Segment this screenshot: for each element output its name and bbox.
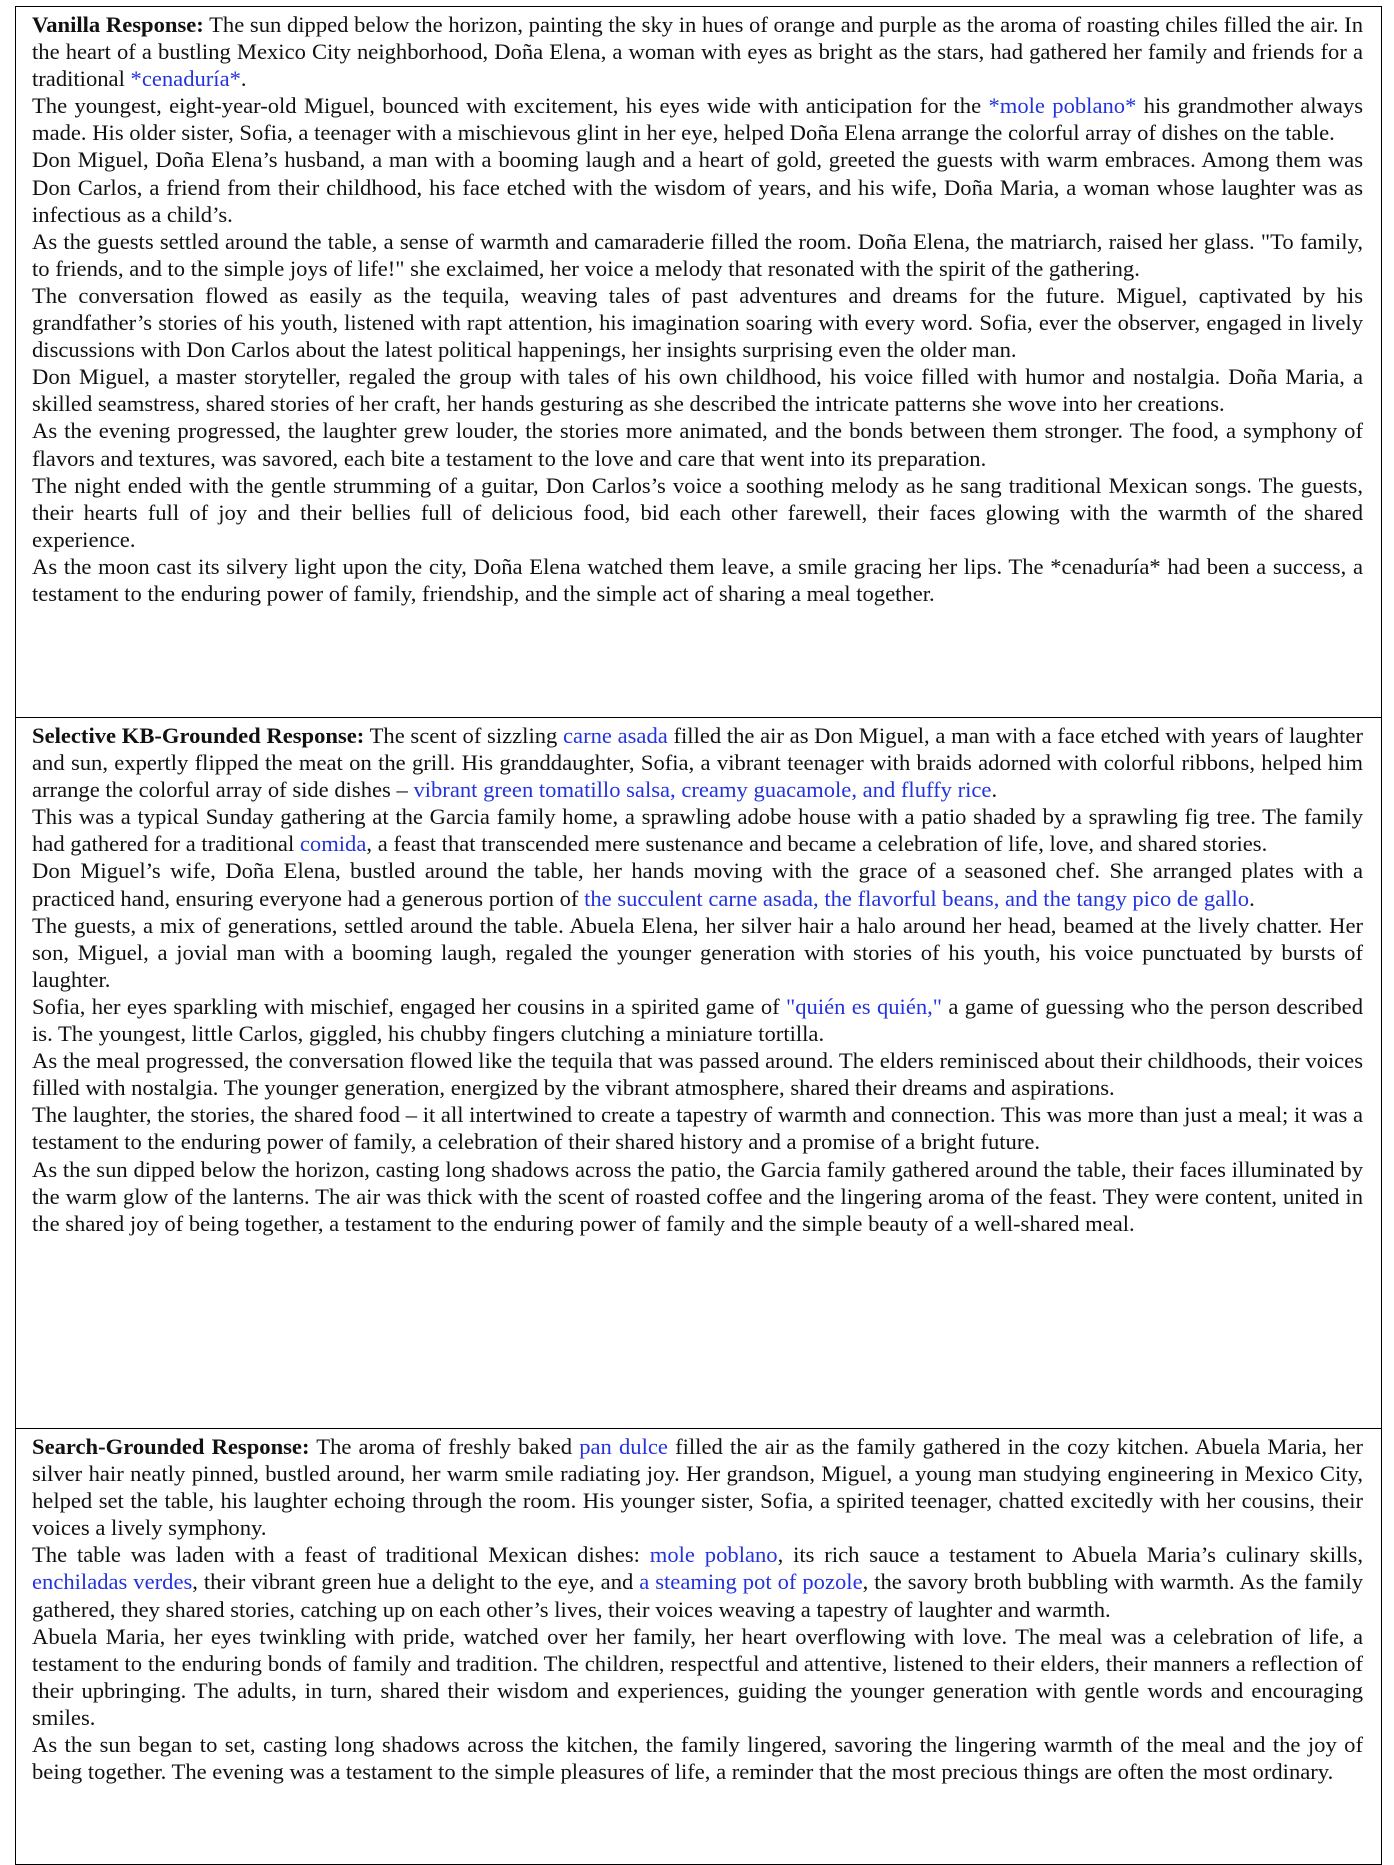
highlighted-phrase: mole poblano xyxy=(649,1542,778,1568)
text-run: Don Miguel, a master storyteller, regaled the group with tales of his own childhood, his voice filled with humor and nostalgia. Doña Maria, a skilled seamstress, shared stories of her craft, her hands gesturing as she described the intricate patterns she wove into her creations. xyxy=(32,364,1363,417)
text-run: As the evening progressed, the laughter grew louder, the stories more animated, and the bonds between them stronger. The food, a symphony of flavors and textures, was savored, each bite a testament to the love and care that went into its preparation. xyxy=(32,418,1363,471)
response-paragraph xyxy=(32,472,1363,553)
response-paragraph xyxy=(32,912,1363,993)
response-paragraph xyxy=(32,1433,1363,1541)
text-run: his grandmother always made. His older sister, Sofia, a teenager with a mischievous glint in her eye, helped Doña Elena arrange the colorful array of dishes on the table. xyxy=(32,93,1363,146)
response-comparison-table xyxy=(15,6,1382,1865)
highlighted-phrase: a steaming pot of pozole xyxy=(639,1569,863,1595)
response-paragraph xyxy=(32,1047,1363,1101)
text-run: As the sun began to set, casting long shadows across the kitchen, the family lingered, savoring the lingering warmth of the meal and the joy of being together. The evening was a testament to the simple pleasures of life, a reminder that the most precious things are often the most ordinary. xyxy=(32,1732,1363,1785)
response-paragraph xyxy=(32,1541,1363,1622)
text-run: , their vibrant green hue a delight to the eye, and xyxy=(192,1569,640,1595)
highlighted-phrase: comida xyxy=(299,831,367,857)
text-run: , a feast that transcended mere sustenance and became a celebration of life, love, and shared stories. xyxy=(366,831,1268,857)
highlighted-phrase: *mole poblano* xyxy=(988,93,1137,119)
text-run: As the sun dipped below the horizon, casting long shadows across the patio, the Garcia family gathered around the table, their faces illuminated by the warm glow of the lanterns. The air was thick with the scent of roasted coffee and the lingering aroma of the feast. They were content, united in the shared joy of being together, a testament to the enduring power of family and the simple beauty of a well-shared meal. xyxy=(32,1156,1363,1236)
response-paragraph xyxy=(32,11,1363,92)
text-run: . xyxy=(991,777,998,803)
text-run: As the moon cast its silvery light upon the city, Doña Elena watched them leave, a smile gracing her lips. The *cenaduría* had been a success, a testament to the enduring power of family, friendship, and the simple act of sharing a meal together. xyxy=(32,553,1363,606)
highlighted-phrase: "quién es quién," xyxy=(786,993,943,1019)
text-run: filled the air as the family gathered in the cozy kitchen. Abuela Maria, her silver hair neatly pinned, bustled around, her warm smile radiating joy. Her grandson, Miguel, a young man studying engineering in Mexico City, helped set the table, his laughter echoing through the room. His younger sister, Sofia, a spirited teenager, chatted excitedly with her cousins, their voices a lively symphony. xyxy=(32,1434,1363,1541)
response-paragraph xyxy=(32,857,1363,911)
text-run: filled the air as Don Miguel, a man with a face etched with years of laughter and sun, expertly flipped the meat on the grill. His granddaughter, Sofia, a vibrant teenager with braids adorned with colorful ribbons, helped him arrange the colorful array of side dishes – xyxy=(32,723,1363,803)
text-run: Sofia, her eyes sparkling with mischief, engaged her cousins in a spirited game of xyxy=(32,993,786,1019)
highlighted-phrase: pan dulce xyxy=(579,1434,668,1459)
text-run: , its rich sauce a testament to Abuela Maria’s culinary skills, xyxy=(777,1542,1363,1568)
response-paragraph xyxy=(32,1731,1363,1785)
response-paragraph xyxy=(32,1101,1363,1155)
response-paragraph xyxy=(32,146,1363,227)
text-run: The night ended with the gentle strumming of a guitar, Don Carlos’s voice a soothing melody as he sang traditional Mexican songs. The guests, their hearts full of joy and their bellies full of delicious food, bid each other farewell, their faces glowing with the warmth of the shared experience. xyxy=(32,472,1363,552)
text-run: Don Miguel, Doña Elena’s husband, a man with a booming laugh and a heart of gold, greeted the guests with warm embraces. Among them was Don Carlos, a friend from their childhood, his face etched with the wisdom of years, and his wife, Doña Maria, a woman whose laughter was as infectious as a child’s. xyxy=(32,147,1363,227)
response-paragraph xyxy=(32,417,1363,471)
text-run: As the guests settled around the table, a sense of warmth and camaraderie filled the room. Doña Elena, the matriarch, raised her glass. "To family, to friends, and to the simple joys of life!" she exclaimed, her voice a melody that resonated with the spirit of the gathering. xyxy=(32,228,1363,281)
text-run: The scent of sizzling xyxy=(369,723,564,748)
highlighted-phrase: *cenaduría* xyxy=(130,66,241,92)
highlighted-phrase: enchiladas verdes xyxy=(32,1569,193,1595)
response-paragraph xyxy=(32,282,1363,363)
response-paragraph xyxy=(32,228,1363,282)
response-paragraph xyxy=(32,553,1363,607)
response-paragraph xyxy=(32,363,1363,417)
section-heading: Search-Grounded Response: xyxy=(32,1434,310,1459)
text-run: Don Miguel’s wife, Doña Elena, bustled around the table, her hands moving with the grace of a seasoned chef. She arranged plates with a practiced hand, ensuring everyone had a generous portion of xyxy=(32,858,1363,911)
response-paragraph xyxy=(32,803,1363,857)
text-run: . xyxy=(240,66,247,92)
text-run: The table was laden with a feast of traditional Mexican dishes: xyxy=(32,1542,650,1568)
section-heading: Selective KB-Grounded Response: xyxy=(32,723,365,748)
text-run: The aroma of freshly baked xyxy=(316,1434,580,1459)
text-run: This was a typical Sunday gathering at the Garcia family home, a sprawling adobe house with a patio shaded by a sprawling fig tree. The family had gathered for a traditional xyxy=(32,804,1363,857)
text-run: Abuela Maria, her eyes twinkling with pride, watched over her family, her heart overflowing with love. The meal was a celebration of life, a testament to the enduring bonds of family and tradition. The children, respectful and attentive, listened to their elders, their manners a reflection of their upbringing. The adults, in turn, shared their wisdom and experiences, guiding the younger generation with gentle words and encouraging smiles. xyxy=(32,1623,1363,1730)
highlighted-phrase: the succulent carne asada, the flavorful beans, and the tangy pico de gallo xyxy=(584,885,1250,911)
kb-grounded-response-section xyxy=(16,718,1381,1429)
response-paragraph xyxy=(32,993,1363,1047)
response-paragraph xyxy=(32,1156,1363,1237)
text-run: , the savory broth bubbling with warmth. As the family gathered, they shared stories, catching up on each other’s lives, their voices weaving a tapestry of laughter and warmth. xyxy=(32,1569,1364,1622)
search-grounded-response-section xyxy=(16,1429,1381,1864)
text-run: The sun dipped below the horizon, painting the sky in hues of orange and purple as the aroma of roasting chiles filled the air. In the heart of a bustling Mexico City neighborhood, Doña Elena, a woman with eyes as bright as the stars, had gathered her family and friends for a traditional xyxy=(32,12,1364,92)
response-paragraph xyxy=(32,722,1363,803)
text-run: The conversation flowed as easily as the tequila, weaving tales of past adventures and dreams for the future. Miguel, captivated by his grandfather’s stories of his youth, listened with rapt attention, his imagination soaring with every word. Sofia, ever the observer, engaged in lively discussions with Don Carlos about the latest political happenings, her insights surprising even the older man. xyxy=(32,282,1363,363)
text-run: . xyxy=(1249,885,1255,911)
text-run: The guests, a mix of generations, settled around the table. Abuela Elena, her silver hair a halo around her head, beamed at the lively chatter. Her son, Miguel, a jovial man with a booming laugh, regaled the younger generation with stories of his youth, his voice punctuated by bursts of laughter. xyxy=(32,912,1363,992)
text-run: The laughter, the stories, the shared food – it all intertwined to create a tapestry of warmth and connection. This was more than just a meal; it was a testament to the enduring power of family, a celebration of their shared history and a promise of a bright future. xyxy=(32,1102,1363,1155)
section-heading: Vanilla Response: xyxy=(32,12,204,37)
highlighted-phrase: vibrant green tomatillo salsa, creamy guacamole, and fluffy rice xyxy=(413,777,992,803)
vanilla-response-section xyxy=(16,7,1381,718)
text-run: As the meal progressed, the conversation flowed like the tequila that was passed around. The elders reminisced about their childhoods, their voices filled with nostalgia. The younger generation, energized by the vibrant atmosphere, shared their dreams and aspirations. xyxy=(32,1048,1363,1101)
text-run: a game of guessing who the person described is. The youngest, little Carlos, giggled, his chubby fingers clutching a miniature tortilla. xyxy=(32,993,1364,1047)
response-paragraph xyxy=(32,1623,1363,1731)
highlighted-phrase: carne asada xyxy=(563,723,668,748)
text-run: The youngest, eight-year-old Miguel, bounced with excitement, his eyes wide with anticipation for the xyxy=(32,93,989,119)
response-paragraph xyxy=(32,92,1363,146)
